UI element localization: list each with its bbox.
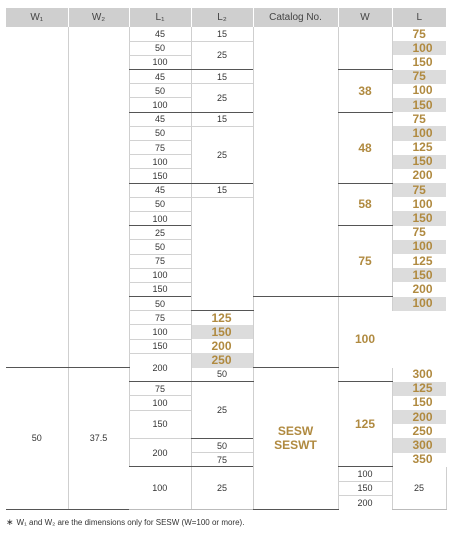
asterisk-icon: ∗	[6, 517, 14, 527]
cell-l: 250	[392, 424, 446, 438]
cell-l: 75	[392, 183, 446, 197]
cell-l1: 100	[129, 211, 191, 225]
cell-w: 125	[338, 382, 392, 467]
cell-l1: 200	[129, 438, 191, 466]
cell-l: 150	[392, 55, 446, 69]
header-w2: W₂	[68, 8, 129, 27]
cell-l1: 100	[129, 325, 191, 339]
table-row	[6, 27, 446, 41]
header-l2: L₂	[191, 8, 253, 27]
cell-l1: 150	[129, 339, 191, 353]
cell-l1: 150	[129, 410, 191, 438]
cell-l1: 50	[129, 126, 191, 140]
cell-l: 100	[392, 297, 446, 311]
cell-l: 200	[191, 339, 253, 353]
cell-l2: 25	[191, 126, 253, 183]
cell-l: 350	[392, 453, 446, 467]
cell-l1: 200	[129, 353, 191, 381]
cell-l1: 75	[129, 382, 191, 396]
cell-w2: 25	[191, 467, 253, 510]
cell-l: 200	[392, 410, 446, 424]
table-body	[6, 27, 446, 509]
cell-l2: 15	[191, 183, 253, 197]
cell-l: 100	[392, 240, 446, 254]
cell-w1: 100	[129, 467, 191, 510]
cell-w1	[6, 27, 68, 368]
cell-l: 75	[392, 70, 446, 84]
cell-l: 200	[392, 169, 446, 183]
cell-l: 75	[392, 27, 446, 41]
cell-l2: 15	[191, 112, 253, 126]
cell-l2: 25	[392, 467, 446, 510]
cell-l1: 150	[129, 282, 191, 296]
cell-l2	[191, 197, 253, 311]
cell-l: 150	[392, 211, 446, 225]
cell-l: 150	[191, 325, 253, 339]
cell-l1: 100	[129, 268, 191, 282]
cell-l: 125	[191, 311, 253, 325]
cell-l2: 15	[191, 70, 253, 84]
cell-w: 58	[338, 183, 392, 226]
header-catalog-no: Catalog No.	[253, 8, 338, 27]
cell-l1: 100	[338, 467, 392, 481]
cell-l1: 50	[129, 297, 191, 311]
dimension-table	[6, 8, 446, 510]
cell-l: 100	[392, 41, 446, 55]
cell-l: 75	[392, 226, 446, 240]
cell-l: 125	[392, 382, 446, 396]
cell-l: 200	[392, 282, 446, 296]
cell-catalog-no: SESW SESWT	[253, 368, 338, 510]
header-l: L	[392, 8, 446, 27]
cell-l: 300	[392, 368, 446, 382]
cell-l1: 50	[129, 197, 191, 211]
cell-w: 75	[338, 226, 392, 297]
cell-l2: 50	[191, 368, 253, 382]
cell-l1: 50	[129, 84, 191, 98]
cell-l: 150	[392, 98, 446, 112]
cell-l2: 75	[191, 453, 253, 467]
cell-l2: 25	[191, 382, 253, 439]
cell-l1: 100	[129, 98, 191, 112]
cell-l2	[253, 297, 338, 368]
header-l1: L₁	[129, 8, 191, 27]
cell-l: 125	[392, 141, 446, 155]
cell-w	[338, 27, 392, 70]
cell-l1: 75	[129, 141, 191, 155]
cell-l: 150	[392, 396, 446, 410]
cell-l: 100	[392, 126, 446, 140]
cell-w1: 50	[6, 368, 68, 510]
cell-w: 100	[338, 297, 392, 382]
cell-l: 100	[392, 84, 446, 98]
cell-l2: 15	[191, 27, 253, 41]
cell-l: 250	[191, 353, 253, 367]
footnote	[6, 517, 244, 528]
cell-l1: 25	[129, 226, 191, 240]
cell-l1: 50	[129, 240, 191, 254]
cell-l1: 45	[129, 112, 191, 126]
cell-l: 125	[392, 254, 446, 268]
cell-l2: 25	[191, 41, 253, 69]
cell-l1: 75	[129, 311, 191, 325]
cell-l: 100	[392, 197, 446, 211]
cell-l1: 150	[129, 169, 191, 183]
header-w1: W₁	[6, 8, 68, 27]
cell-l1: 45	[129, 70, 191, 84]
cell-l: 150	[392, 268, 446, 282]
cell-l: 300	[392, 438, 446, 452]
cell-l: 75	[392, 112, 446, 126]
cell-l2: 25	[191, 84, 253, 112]
cell-l1: 200	[338, 495, 392, 509]
header-w: W	[338, 8, 392, 27]
cell-l2: 50	[191, 438, 253, 452]
table-header-row	[6, 8, 446, 27]
cell-l1: 50	[129, 41, 191, 55]
cell-l1: 45	[129, 27, 191, 41]
cell-l1: 75	[129, 254, 191, 268]
cell-w: 48	[338, 112, 392, 183]
cell-l1: 45	[129, 183, 191, 197]
cell-l1: 100	[129, 55, 191, 69]
cell-w: 38	[338, 70, 392, 113]
cell-l1: 100	[129, 396, 191, 410]
cell-l: 150	[392, 155, 446, 169]
cell-w2	[68, 27, 129, 368]
footnote-text: W₁ and W₂ are the dimensions only for SESW (W=100 or more).	[16, 518, 245, 527]
cell-catalog-no	[253, 27, 338, 297]
cell-w2: 37.5	[68, 368, 129, 510]
cell-l1: 150	[338, 481, 392, 495]
cell-l1: 100	[129, 155, 191, 169]
